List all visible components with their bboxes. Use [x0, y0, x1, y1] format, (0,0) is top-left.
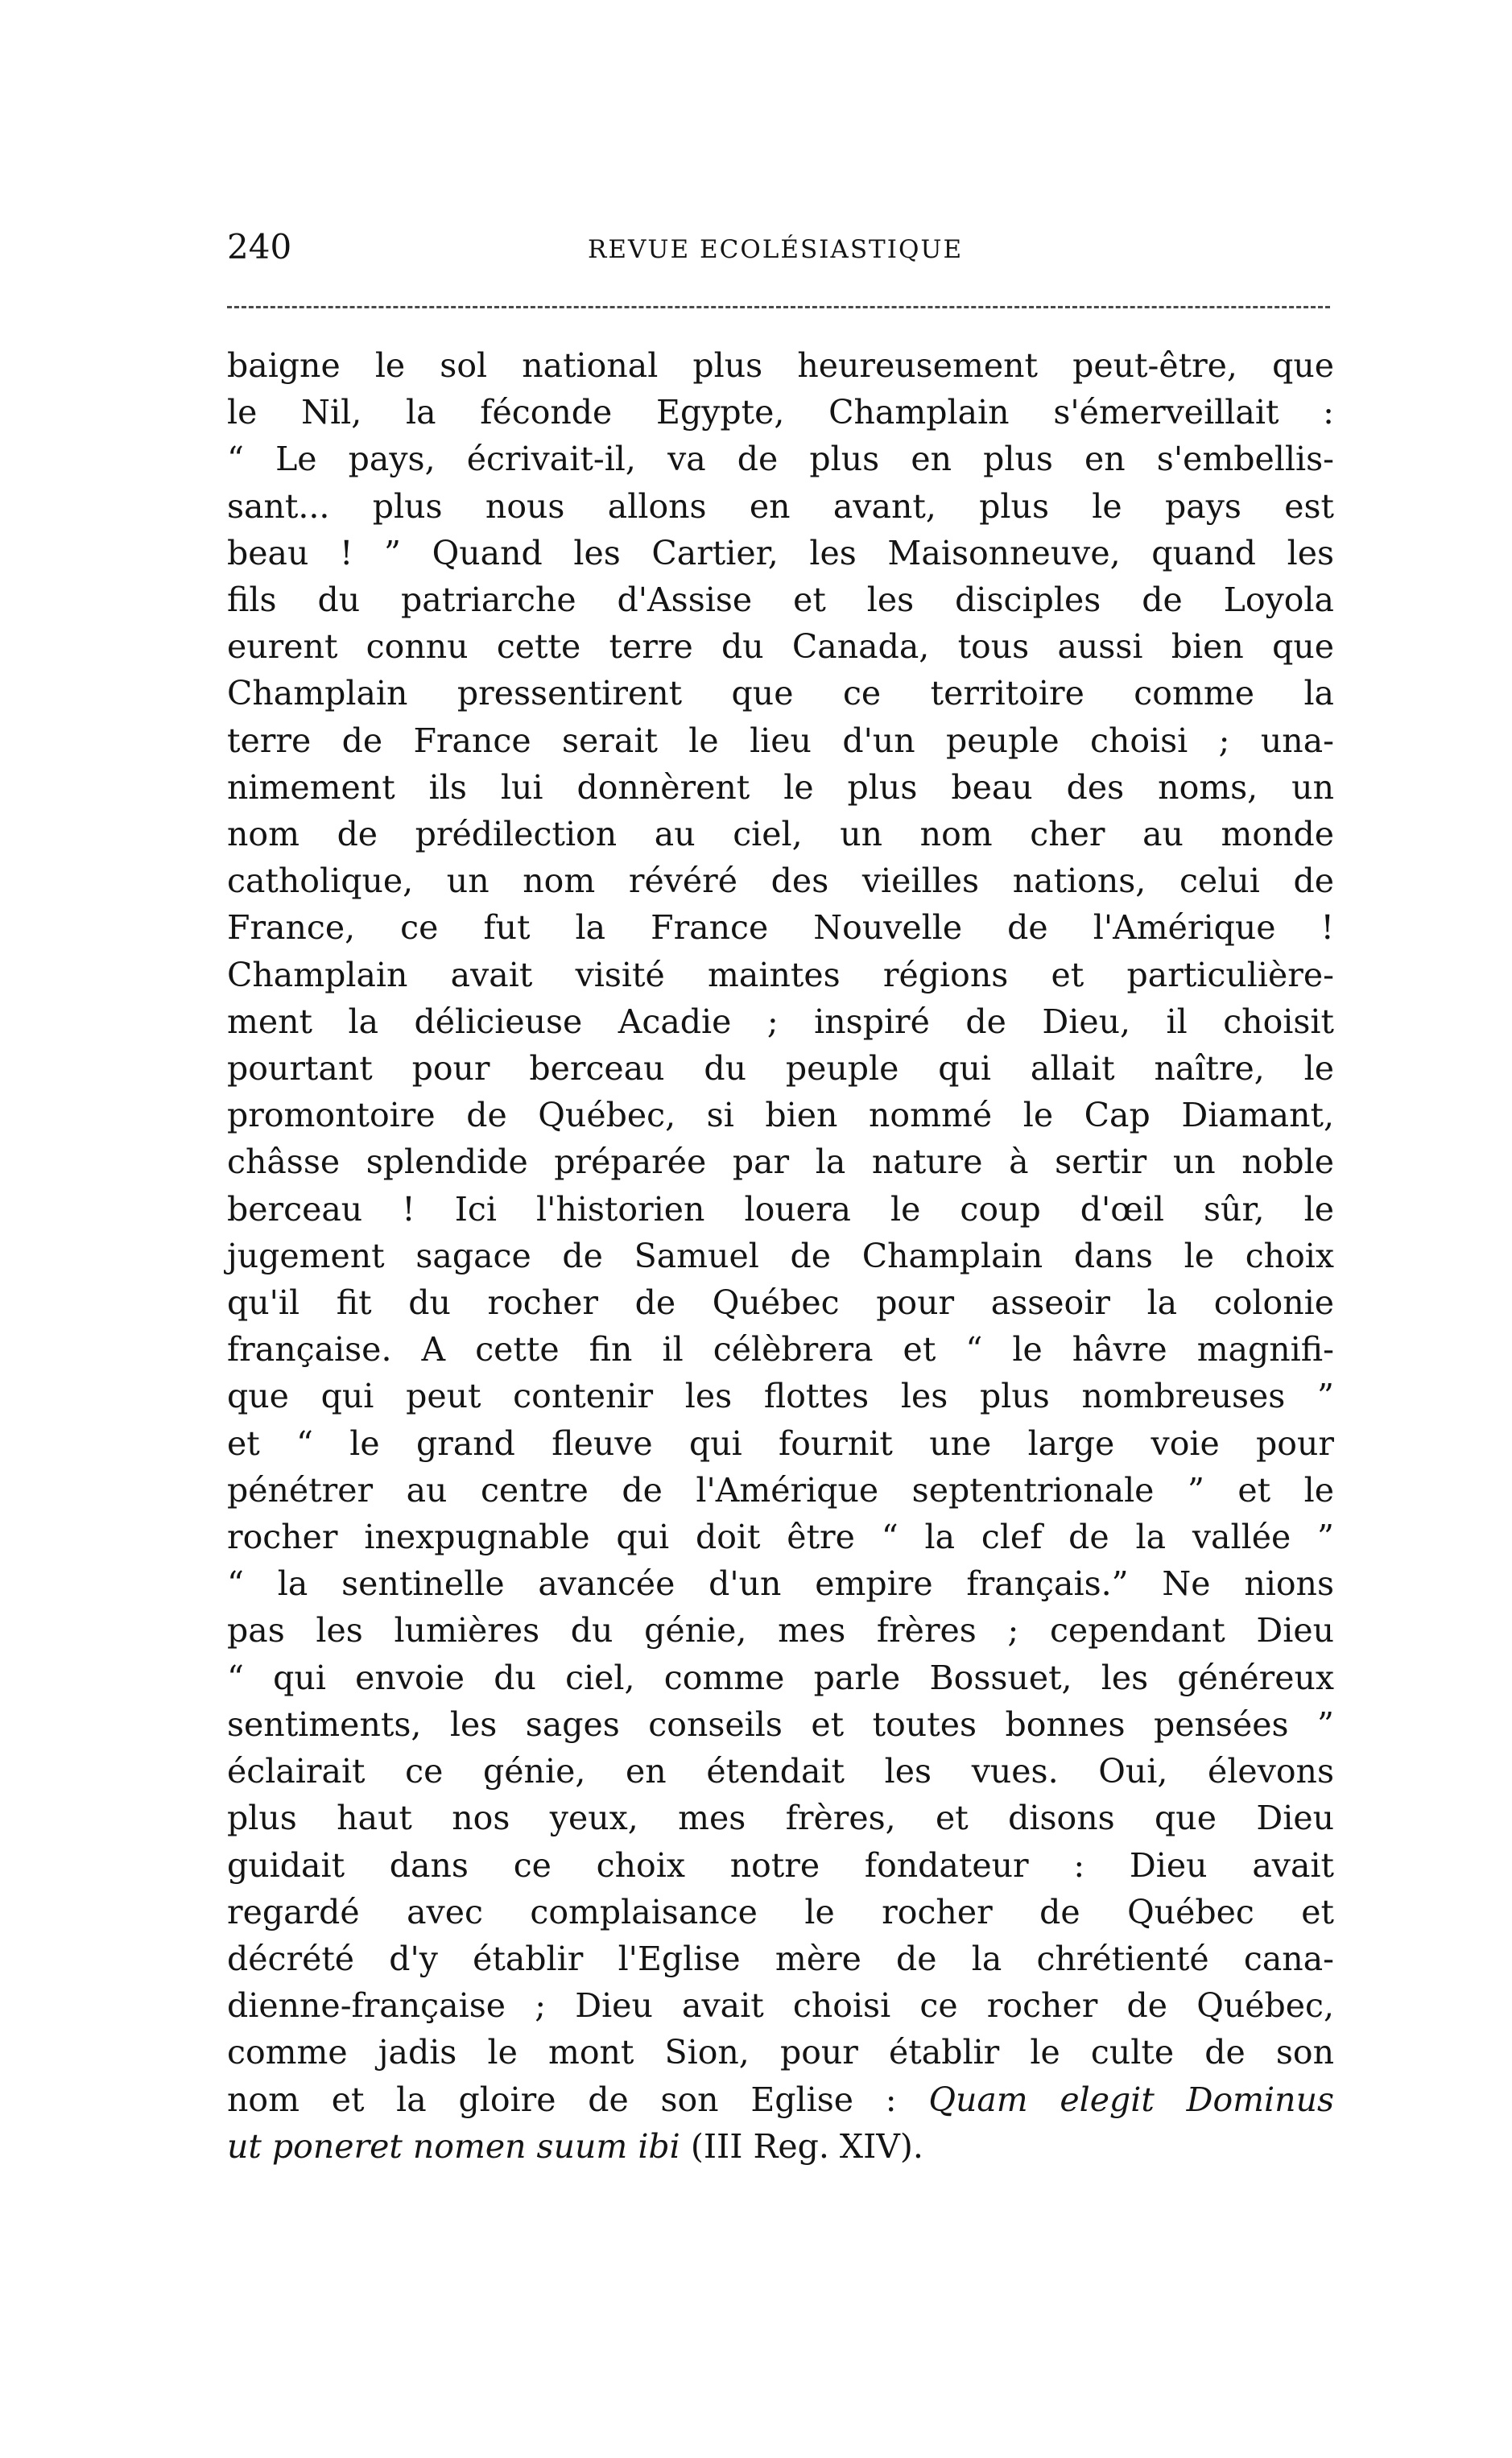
text-line: regardé avec complaisance le rocher de Québec et	[227, 1892, 1334, 1931]
text-line: fils du patriarche d'Assise et les disciples de Loyola	[227, 580, 1334, 620]
text-line: nimement ils lui donnèrent le plus beau des noms, un	[227, 767, 1334, 807]
text-line: pourtant pour berceau du peuple qui allait naître, le	[227, 1049, 1334, 1089]
text-line: “ qui envoie du ciel, comme parle Bossuet, les généreux	[227, 1658, 1334, 1697]
text-line: “ la sentinelle avancée d'un empire français.” Ne nions	[227, 1564, 1334, 1604]
text-line: sentiments, les sages conseils et toutes bonnes pensées ”	[227, 1704, 1334, 1744]
text-line: berceau ! Ici l'historien louera le coup d'œil sûr, le	[227, 1189, 1334, 1229]
latin-quotation: ut poneret nomen suum ibi	[227, 2126, 680, 2166]
text-line: éclairait ce génie, en étendait les vues. Oui, élevons	[227, 1752, 1334, 1791]
text-line: jugement sagace de Samuel de Champlain dans le choix	[227, 1236, 1334, 1275]
text-line: guidait dans ce choix notre fondateur : Dieu avait	[227, 1845, 1334, 1885]
header-rule	[227, 306, 1330, 308]
text-line: comme jadis le mont Sion, pour établir le culte de son	[227, 2033, 1334, 2072]
text-line: France, ce fut la France Nouvelle de l'Amérique !	[227, 908, 1334, 948]
bible-reference: (III Reg. XIV).	[680, 2126, 923, 2166]
text-line: nom de prédilection au ciel, un nom cher au monde	[227, 815, 1334, 854]
text-segment: nom et la gloire de son Eglise :	[227, 2080, 929, 2119]
text-line: française. A cette fin il célèbrera et “ le hâvre magnifi-	[227, 1330, 1334, 1369]
text-line: terre de France serait le lieu d'un peuple choisi ; una-	[227, 721, 1334, 760]
text-line: rocher inexpugnable qui doit être “ la clef de la vallée ”	[227, 1518, 1334, 1557]
running-title: REVUE ECOLÉSIASTIQUE	[588, 235, 964, 264]
text-line: dienne-française ; Dieu avait choisi ce rocher de Québec,	[227, 1986, 1334, 2026]
text-line: beau ! ” Quand les Cartier, les Maisonneuve, quand les	[227, 533, 1334, 572]
text-line: “ Le pays, écrivait-il, va de plus en plus en s'embellis-	[227, 440, 1334, 479]
text-line: qu'il fit du rocher de Québec pour asseoir la colonie	[227, 1283, 1334, 1323]
text-line: promontoire de Québec, si bien nommé le Cap Diamant,	[227, 1096, 1334, 1135]
page-number: 240	[227, 227, 292, 266]
text-line: pas les lumières du génie, mes frères ; cependant Dieu	[227, 1611, 1334, 1650]
text-line: baigne le sol national plus heureusement peut-être, que	[227, 346, 1334, 385]
text-line: sant... plus nous allons en avant, plus le pays est	[227, 486, 1334, 526]
text-line: eurent connu cette terre du Canada, tous aussi bien que	[227, 627, 1334, 667]
text-line: le Nil, la féconde Egypte, Champlain s'émerveillait :	[227, 393, 1334, 432]
body-text	[227, 342, 1334, 2170]
text-line: plus haut nos yeux, mes frères, et disons que Dieu	[227, 1799, 1334, 1838]
text-line	[227, 2123, 1334, 2170]
text-line: que qui peut contenir les flottes les plus nombreuses ”	[227, 1377, 1334, 1416]
text-line: et “ le grand fleuve qui fournit une large voie pour	[227, 1423, 1334, 1463]
text-line	[227, 2076, 1334, 2123]
text-line: châsse splendide préparée par la nature à sertir un noble	[227, 1142, 1334, 1182]
text-line: pénétrer au centre de l'Amérique septentrionale ” et le	[227, 1470, 1334, 1510]
text-line: ment la délicieuse Acadie ; inspiré de Dieu, il choisit	[227, 1002, 1334, 1041]
latin-quotation: Quam elegit Dominus	[928, 2080, 1335, 2119]
text-line: catholique, un nom révéré des vieilles nations, celui de	[227, 861, 1334, 901]
text-line: Champlain avait visité maintes régions et particulière-	[227, 955, 1334, 994]
text-line: décrété d'y établir l'Eglise mère de la chrétienté cana-	[227, 1939, 1334, 1978]
text-line: Champlain pressentirent que ce territoire comme la	[227, 674, 1334, 713]
